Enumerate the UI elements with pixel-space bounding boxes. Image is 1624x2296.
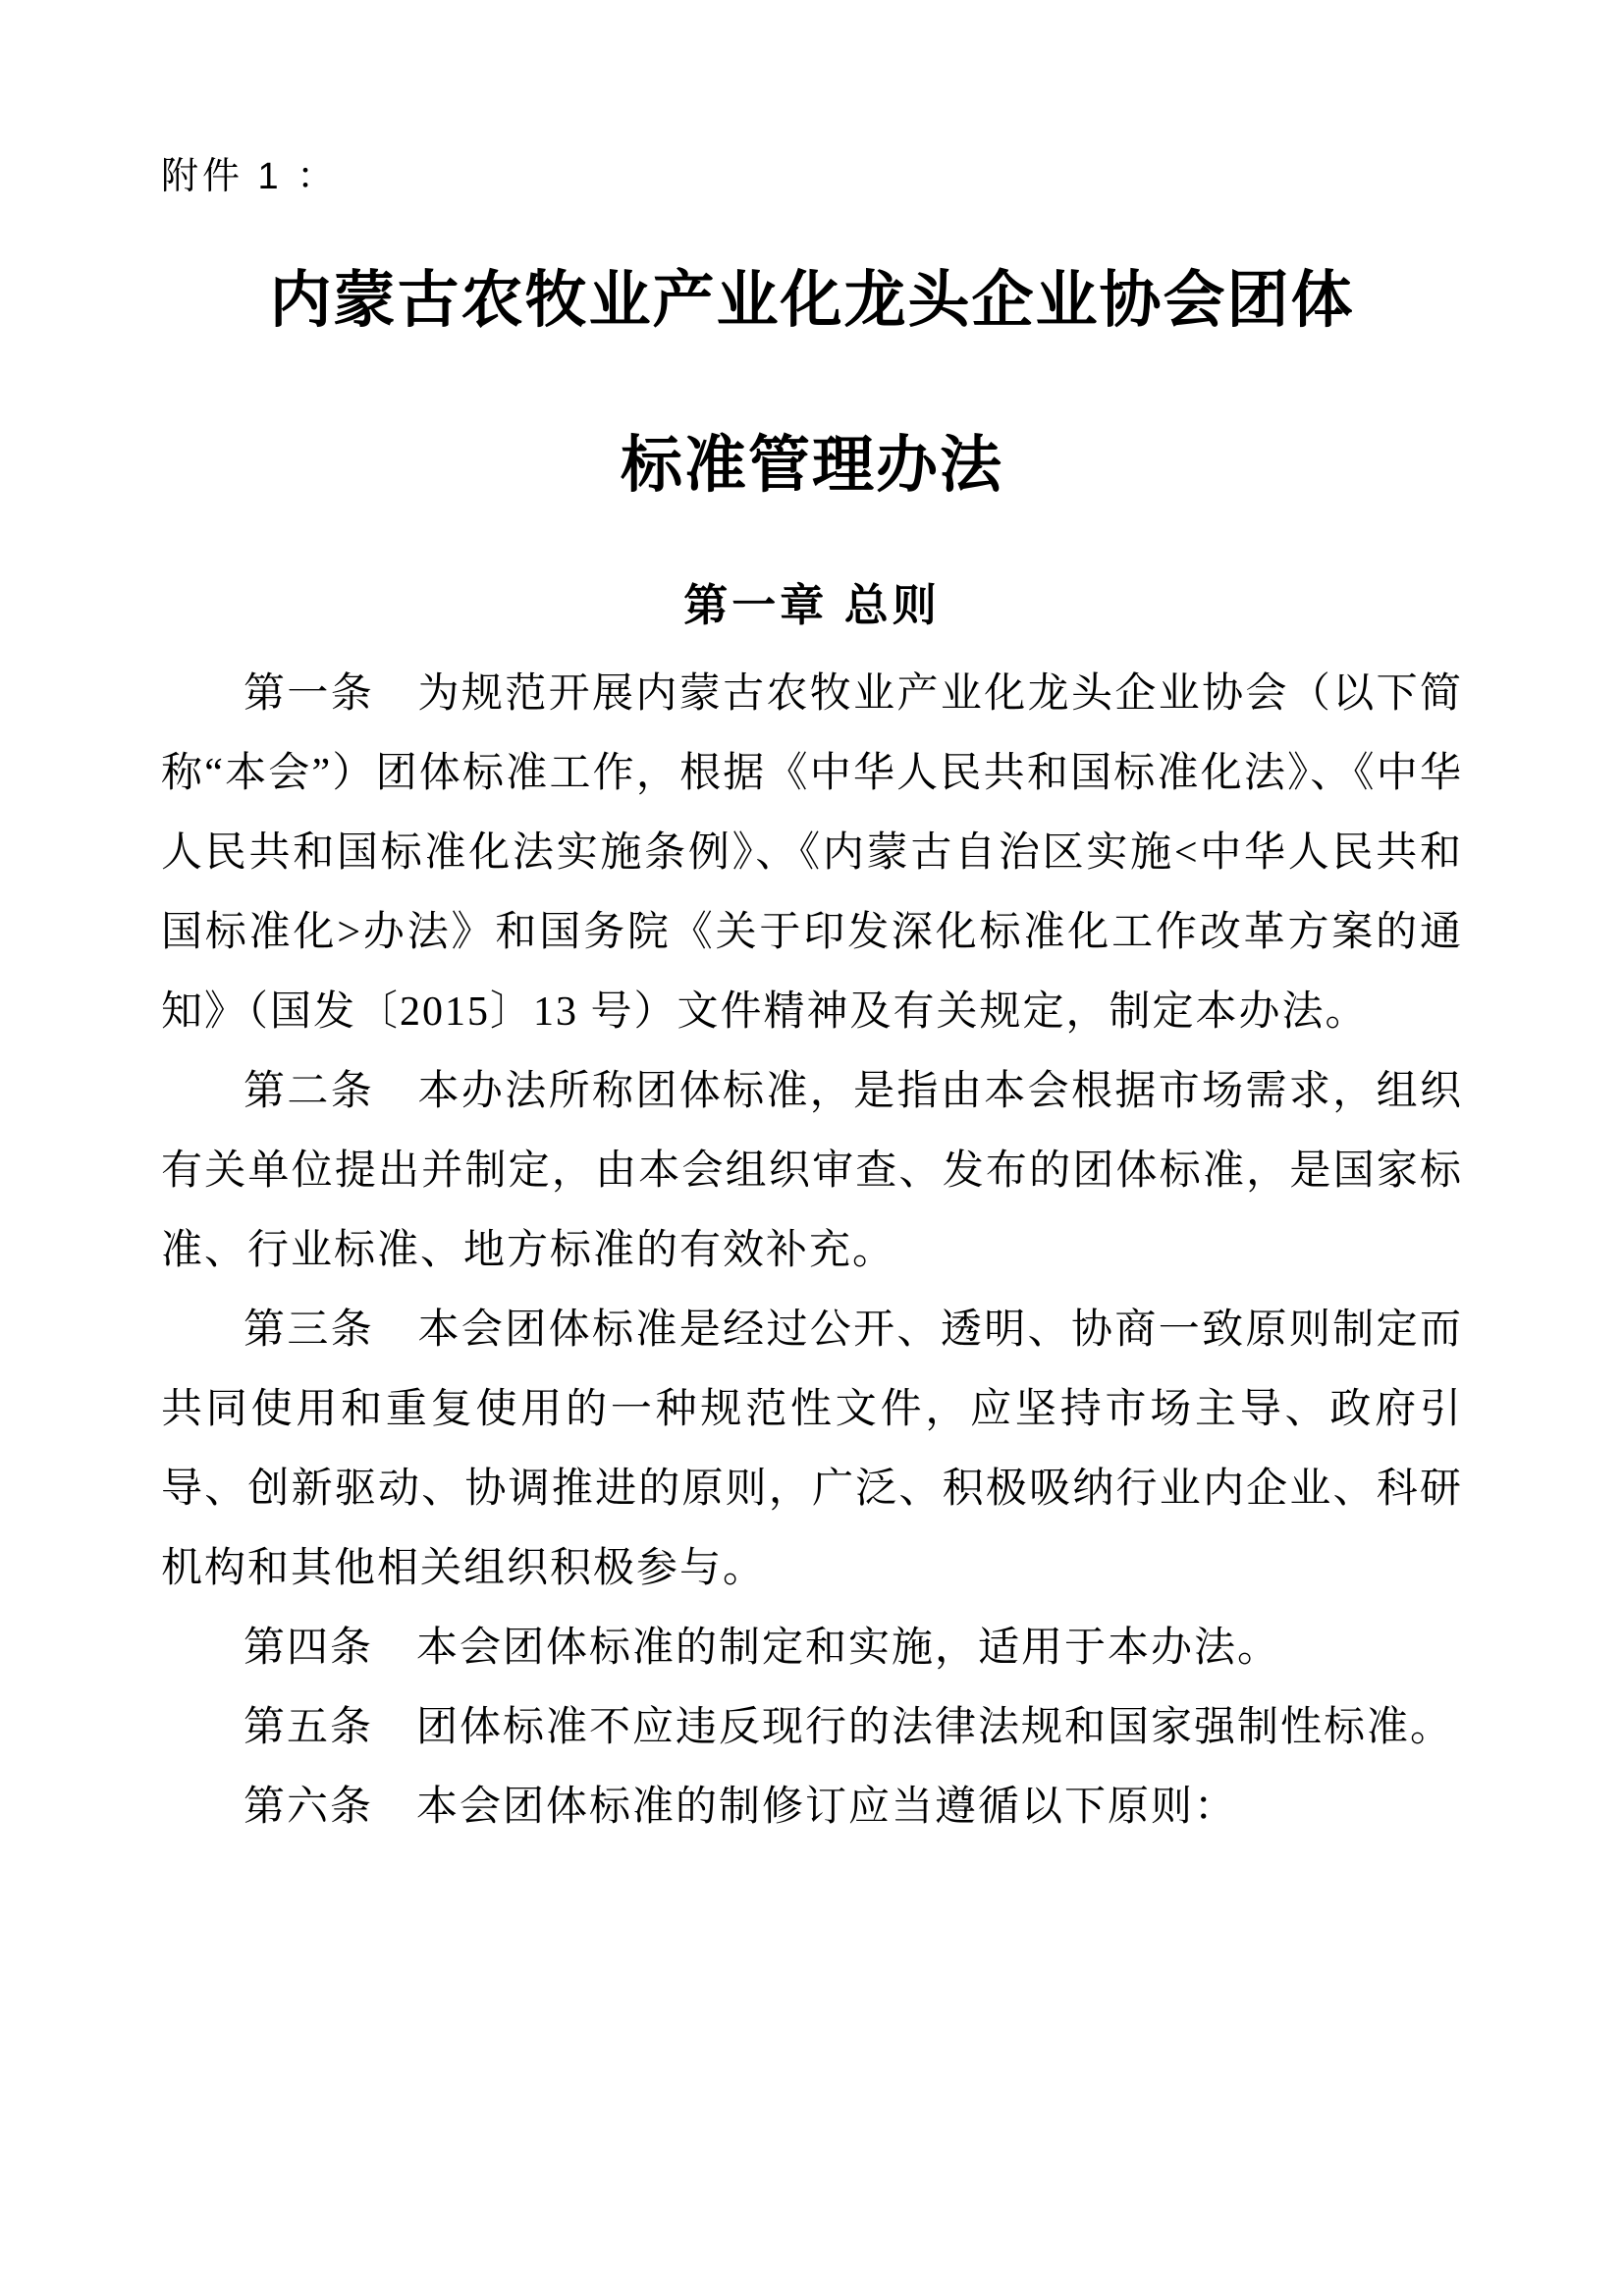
paragraph: 第四条 本会团体标准的制定和实施，适用于本办法。 — [244, 1626, 1281, 1671]
paragraph: 第六条 本会团体标准的制修订应当遵循以下原则： — [244, 1785, 1238, 1830]
paragraph: 第五条 团体标准不应违反现行的法律法规和国家强制性标准。 — [244, 1705, 1454, 1750]
chapter-heading: 第一章 总则 — [683, 580, 941, 630]
document-title-line1: 内蒙古农牧业产业化龙头企业协会团体 — [269, 263, 1355, 336]
document-title — [161, 250, 1463, 505]
paragraph: 第二条 本办法所称团体标准，是指由本会根据市场需求，组织有关单位提出并制定，由本会组织审查、发布的团体标准，是国家标准、行业标准、地方标准的有效补充。 — [161, 1069, 1463, 1273]
attachment-label: 附件 1 ： — [161, 156, 339, 197]
document-title-line2: 标准管理办法 — [621, 428, 1003, 501]
paragraph: 第一条 为规范开展内蒙古农牧业产业化龙头企业协会（以下简称“本会”）团体标准工作，根据《中华人民共和国标准化法》、《中华人民共和国标准化法实施条例》、《内蒙古自治区实施<中华人民共和国标准化>办法》和国务院《关于印发深化标准化工作改革方案的通知》（国发〔2015〕13 号）文件精神及有关规定，制定本办法。 — [161, 671, 1463, 1035]
document-body — [161, 655, 1463, 1847]
paragraph: 第三条 本会团体标准是经过公开、透明、协商一致原则制定而共同使用和重复使用的一种规范性文件，应坚持市场主导、政府引导、创新驱动、协调推进的原则，广泛、积极吸纳行业内企业、科研机构和其他相关组织积极参与。 — [161, 1308, 1463, 1591]
